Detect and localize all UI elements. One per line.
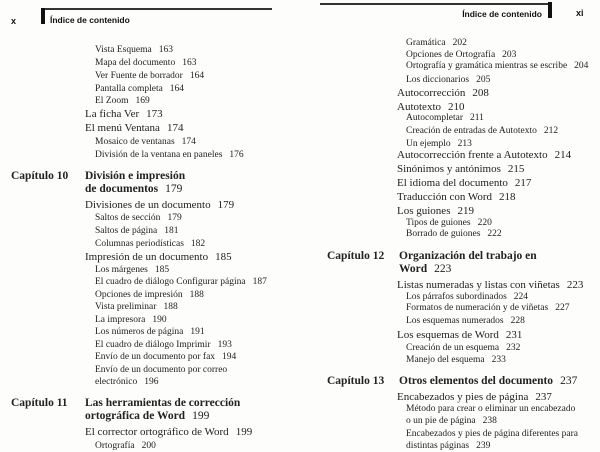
chapter-label: Capítulo 10 (11, 170, 69, 182)
toc-entry (406, 302, 569, 314)
chapter-page-number: 179 (165, 183, 183, 195)
chapter-title (85, 397, 240, 423)
entry-title: Manejo del esquema (406, 355, 485, 365)
chapter-page-number: 223 (434, 263, 452, 275)
entry-page-number: 224 (513, 292, 529, 302)
header-rule (320, 3, 552, 5)
entry-page-number: 227 (555, 303, 570, 313)
toc-entry (95, 440, 156, 452)
entry-title: Sinónimos y antónimos (397, 163, 501, 175)
toc-entry (95, 351, 236, 363)
entry-page-number: 169 (135, 96, 150, 106)
entry-page-number: 164 (189, 71, 205, 81)
running-header: Índice de contenido (50, 15, 130, 25)
left-page (0, 0, 300, 449)
entry-title: Los esquemas de Word (397, 329, 499, 341)
entry-title: Ortografía (95, 441, 135, 451)
entry-title: Mapa del documento (95, 58, 176, 68)
entry-title: Pantalla completa (95, 84, 163, 94)
toc-entry (406, 354, 506, 366)
entry-title: Saltos de página (95, 226, 158, 236)
entry-page-number: 194 (222, 352, 237, 362)
toc-entry (95, 136, 196, 148)
toc-entry (95, 70, 204, 82)
toc-entry (397, 191, 516, 203)
toc-entry (95, 83, 184, 95)
entry-title: Encabezados y pies de página (397, 391, 529, 403)
toc-entry (85, 108, 163, 120)
toc-entry (397, 279, 583, 291)
entry-page-number: 232 (506, 343, 521, 353)
entry-page-number: 200 (141, 441, 156, 451)
chapter-label: Capítulo 12 (327, 250, 385, 262)
entry-title: Los esquemas numerados (406, 316, 504, 326)
toc-entry (95, 339, 232, 351)
toc-entry (85, 122, 183, 134)
toc-entry (406, 37, 467, 49)
entry-page-number: 215 (507, 163, 525, 175)
chapter-title-text: Otros elementos del documento (399, 375, 554, 387)
entry-page-number: 164 (169, 84, 185, 94)
chapter-page-number: 199 (192, 410, 210, 422)
toc-entry (406, 403, 575, 427)
chapter-title (85, 170, 185, 196)
entry-page-number: 220 (477, 218, 492, 228)
toc-entry (406, 125, 558, 137)
entry-title: Un ejemplo (406, 139, 451, 149)
entry-title: Autocompletar (406, 113, 463, 123)
entry-page-number: 237 (535, 391, 552, 403)
toc-entry (85, 199, 234, 211)
entry-title: La ficha Ver (85, 108, 140, 120)
entry-page-number: 174 (166, 122, 184, 134)
toc-entry (397, 163, 524, 175)
entry-page-number: 182 (190, 239, 206, 249)
entry-title: Formatos de numeración y de viñetas (406, 303, 549, 313)
entry-page-number: 233 (491, 355, 506, 365)
entry-title: Tipos de guiones (406, 218, 471, 228)
entry-title: El Zoom (95, 96, 129, 106)
entry-page-number: 223 (566, 279, 584, 291)
entry-page-number: 185 (215, 251, 232, 263)
page-number: xi (576, 8, 584, 18)
entry-page-number: 179 (167, 213, 182, 223)
entry-title: Vista preliminar (95, 302, 157, 312)
toc-entry (406, 228, 502, 240)
toc-entry (95, 238, 205, 250)
entry-title: Autocorrección (397, 87, 466, 99)
entry-title: Los párrafos subordinados (406, 292, 507, 302)
entry-title: Los diccionarios (406, 75, 470, 85)
entry-page-number: 228 (510, 316, 525, 326)
chapter-label: Capítulo 13 (327, 375, 385, 387)
entry-title: El idioma del documento (397, 177, 508, 189)
entry-page-number: 188 (189, 290, 204, 300)
toc-entry (95, 276, 267, 288)
header-rule (42, 8, 272, 10)
entry-title: Los márgenes (95, 265, 148, 275)
entry-title: Columnas periodísticas (95, 239, 184, 249)
entry-title: Traducción con Word (397, 191, 493, 203)
chapter-title (399, 250, 537, 276)
entry-title: Borrado de guiones (406, 229, 481, 239)
entry-page-number: 174 (181, 137, 196, 147)
entry-title: Opciones de Ortografía (406, 50, 496, 60)
header-bar (548, 2, 552, 18)
entry-title: Gramática (406, 38, 446, 48)
entry-page-number: 202 (452, 38, 467, 48)
entry-title: Autocorrección frente a Autotexto (397, 149, 548, 161)
entry-page-number: 193 (217, 340, 232, 350)
toc-entry (406, 60, 588, 72)
toc-entry (406, 112, 484, 124)
entry-page-number: 218 (499, 191, 516, 203)
entry-title: Impresión de un documento (85, 251, 209, 263)
toc-entry (95, 212, 182, 224)
chapter-title-text: Organización del trabajo en Word (399, 250, 537, 275)
entry-title: División de la ventana en paneles (95, 150, 223, 160)
chapter-label: Capítulo 11 (11, 397, 68, 409)
toc-entry (406, 315, 525, 327)
entry-page-number: 185 (154, 265, 170, 275)
toc-entry (85, 251, 232, 263)
entry-title: El menú Ventana (85, 122, 160, 134)
entry-title: Creación de un esquema (406, 343, 500, 353)
entry-title: El corrector ortográfico de Word (85, 426, 229, 438)
chapter-title-text: División e impresión de documentos (85, 170, 186, 195)
entry-page-number: 204 (574, 61, 589, 71)
entry-page-number: 238 (482, 416, 497, 426)
toc-entry (397, 205, 474, 217)
right-page (300, 0, 600, 449)
entry-page-number: 239 (476, 441, 491, 451)
entry-page-number: 222 (487, 229, 502, 239)
entry-title: Los guiones (397, 205, 451, 217)
toc-entry (95, 314, 167, 326)
entry-page-number: 163 (182, 58, 197, 68)
entry-page-number: 187 (252, 277, 267, 287)
entry-page-number: 211 (469, 113, 484, 123)
toc-entry (406, 428, 578, 452)
entry-title: El cuadro de diálogo Imprimir (95, 340, 211, 350)
toc-entry (397, 87, 489, 99)
page-number: x (11, 16, 17, 26)
entry-page-number: 199 (235, 426, 253, 438)
toc-entry (95, 364, 227, 388)
entry-page-number: 210 (448, 101, 465, 113)
entry-page-number: 208 (472, 87, 489, 99)
entry-title: Divisiones de un documento (85, 199, 211, 211)
entry-title: El cuadro de diálogo Configurar página (95, 277, 246, 287)
entry-page-number: 205 (476, 75, 491, 85)
toc-entry (95, 289, 204, 301)
toc-entry (95, 225, 179, 237)
entry-page-number: 188 (163, 302, 178, 312)
toc-entry (95, 44, 173, 56)
entry-page-number: 231 (505, 329, 523, 341)
header-bar (41, 8, 45, 24)
toc-entry (397, 329, 522, 341)
entry-page-number: 191 (190, 327, 205, 337)
entry-title: Ver Fuente de borrador (95, 71, 183, 81)
entry-title: Método para crear o eliminar un encabezado o un pie de página (406, 404, 576, 426)
toc-entry (85, 426, 252, 438)
entry-title: Listas numeradas y listas con viñetas (397, 279, 560, 291)
entry-title: Envío de un documento por correo electrónico (95, 365, 228, 387)
entry-title: Mosaico de ventanas (95, 137, 175, 147)
entry-title: Opciones de impresión (95, 290, 183, 300)
entry-page-number: 163 (158, 45, 173, 55)
entry-title: Saltos de sección (95, 213, 161, 223)
chapter-page-number: 237 (560, 375, 578, 387)
entry-title: Vista Esquema (95, 45, 152, 55)
entry-title: Envío de un documento por fax (95, 352, 216, 362)
entry-page-number: 196 (144, 377, 159, 387)
toc-entry (406, 74, 490, 86)
toc-entry (95, 326, 205, 338)
entry-page-number: 176 (229, 150, 244, 160)
chapter-title (399, 375, 577, 388)
entry-title: Creación de entradas de Autotexto (406, 126, 537, 136)
toc-entry (397, 391, 552, 403)
entry-page-number: 219 (457, 205, 474, 217)
entry-page-number: 212 (543, 126, 559, 136)
entry-page-number: 217 (514, 177, 532, 189)
entry-title: Encabezados y pies de página diferentes para distintas páginas (406, 429, 578, 451)
toc-entry (95, 95, 150, 107)
entry-title: Autotexto (397, 101, 441, 113)
entry-page-number: 213 (457, 139, 472, 149)
entry-page-number: 181 (164, 226, 179, 236)
toc-entry (95, 57, 196, 69)
entry-title: Ortografía y gramática mientras se escribe (406, 61, 568, 71)
toc-entry (397, 177, 531, 189)
toc-entry (397, 149, 571, 161)
chapter-title-text: Las herramientas de corrección ortográfica de Word (85, 397, 241, 422)
entry-page-number: 203 (502, 50, 517, 60)
entry-page-number: 214 (554, 149, 572, 161)
toc-entry (95, 301, 178, 313)
toc-entry (95, 264, 169, 276)
toc-entry (406, 342, 520, 354)
running-header: Índice de contenido (462, 9, 542, 19)
toc-entry (95, 149, 244, 161)
entry-title: Los números de página (95, 327, 184, 337)
entry-page-number: 179 (217, 199, 235, 211)
entry-page-number: 173 (146, 108, 163, 120)
entry-page-number: 190 (152, 315, 167, 325)
entry-title: La impresora (95, 315, 146, 325)
